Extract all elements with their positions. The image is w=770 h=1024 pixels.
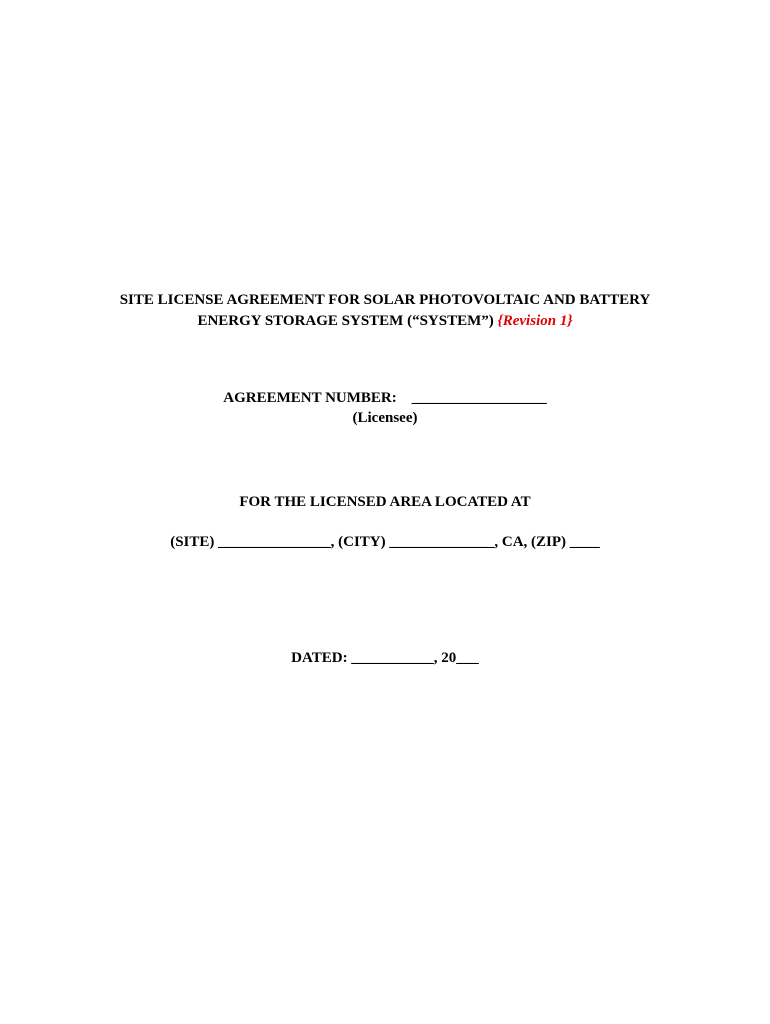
agreement-number: AGREEMENT NUMBER: __________________ — [223, 390, 547, 406]
revision-label: {Revision 1} — [497, 313, 573, 329]
title-line-2 — [0, 312, 770, 330]
location-heading: FOR THE LICENSED AREA LOCATED AT — [239, 494, 531, 510]
address-line: (SITE) _______________, (CITY) ______________, CA, (ZIP) ____ — [170, 534, 600, 550]
licensee-label: (Licensee) — [352, 410, 418, 426]
title-line-2-text: ENERGY STORAGE SYSTEM (“SYSTEM”) — [197, 313, 494, 329]
dated-line: DATED: ___________, 20___ — [291, 650, 479, 666]
title-line-1: SITE LICENSE AGREEMENT FOR SOLAR PHOTOVOLTAIC AND BATTERY — [119, 292, 651, 308]
